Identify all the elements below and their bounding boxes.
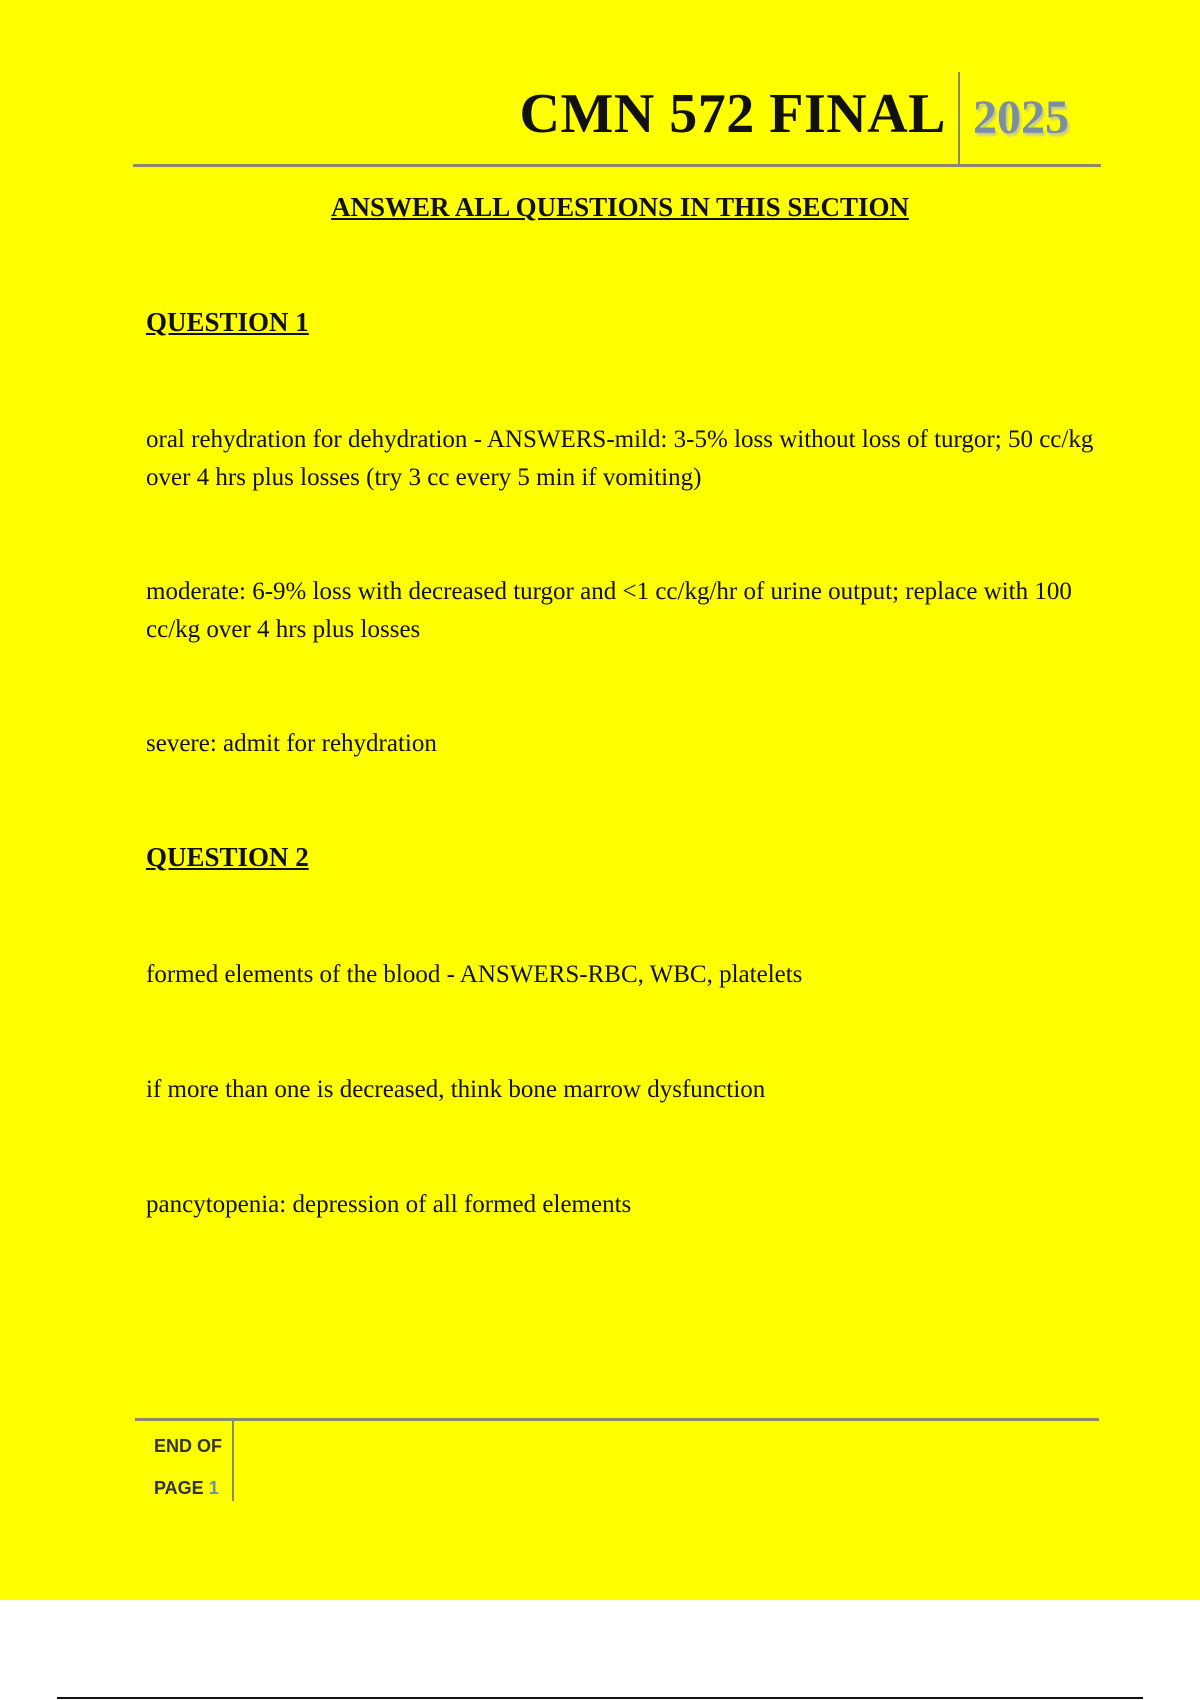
question-1-moderate-paragraph: moderate: 6-9% loss with decreased turgor and <1 cc/kg/hr of urine output; replace with 100 cc/kg over 4 hrs plus losses [146,578,1072,643]
page-footer [135,1418,1099,1501]
footer-divider [232,1421,234,1501]
question-2-heading: QUESTION 2 [146,842,309,872]
document-year: 2025 [973,91,1069,144]
question-1-heading: QUESTION 1 [146,307,309,337]
footer-page-number: 1 [208,1478,219,1498]
question-2-pancytopenia-paragraph: pancytopenia: depression of all formed elements [146,1191,632,1218]
page-header [133,72,1101,167]
footer-end-of-label: END OF [154,1436,223,1456]
question-2-marrow-paragraph: if more than one is decreased, think bone marrow dysfunction [146,1076,766,1103]
footer-page-word: PAGE [154,1478,204,1498]
header-divider [958,72,960,164]
section-heading: ANSWER ALL QUESTIONS IN THIS SECTION [331,192,909,222]
bottom-rule [57,1697,1143,1699]
question-1-answer-paragraph: oral rehydration for dehydration - ANSWERS-mild: 3-5% loss without loss of turgor; 50 cc/kg over 4 hrs plus losses (try 3 cc every 5 min if vomiting) [146,426,1094,491]
question-2-answer-paragraph: formed elements of the blood - ANSWERS-RBC, WBC, platelets [146,961,803,988]
document-title: CMN 572 FINAL [519,83,946,145]
footer-page-label [154,1478,219,1499]
question-1-severe-paragraph: severe: admit for rehydration [146,730,437,757]
